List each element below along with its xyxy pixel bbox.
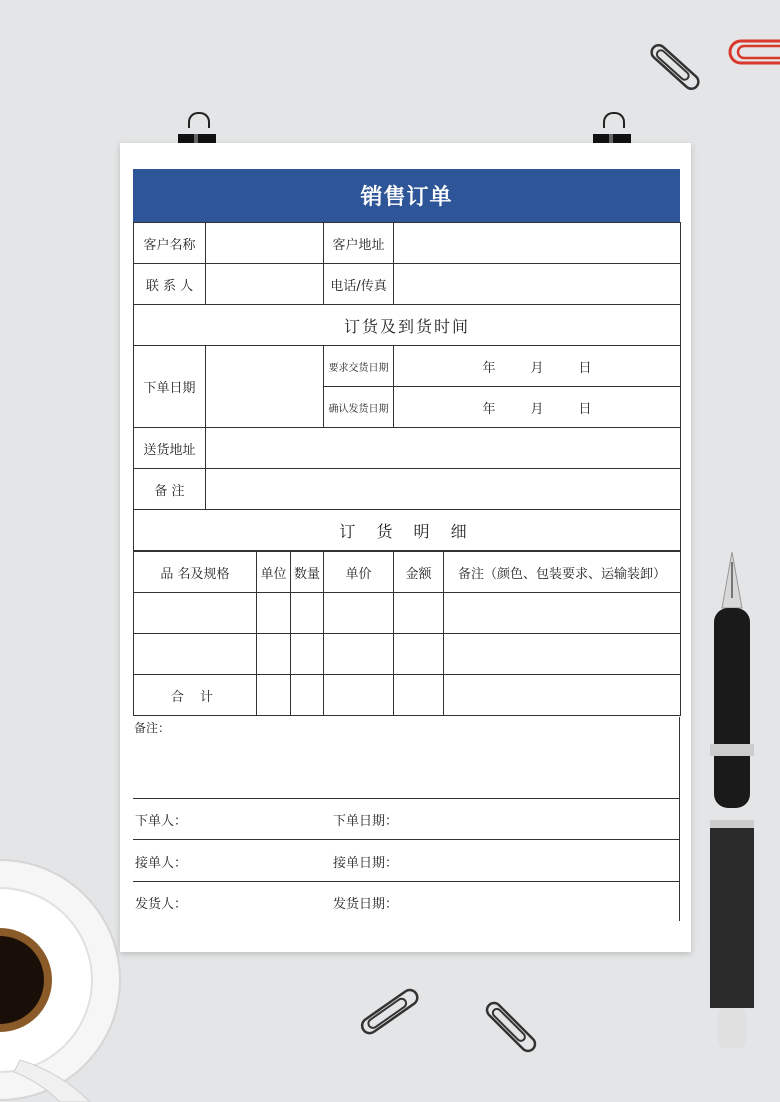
column-header-unit: 单位 [257, 552, 291, 593]
month-label: 月 [530, 401, 544, 417]
delivery-address-field[interactable] [206, 428, 681, 469]
day-label: 日 [578, 401, 592, 417]
coffee-cup-icon [0, 810, 125, 1102]
order-time-section-title: 订货及到货时间 [134, 305, 681, 346]
unit-cell[interactable] [257, 675, 291, 716]
product-cell[interactable] [134, 593, 257, 634]
orderer-label: 下单人： [135, 814, 188, 829]
column-header-quantity: 数量 [291, 552, 324, 593]
delivery-address-label: 送货地址 [134, 428, 206, 469]
receive-date-label: 接单日期： [333, 856, 399, 871]
customer-name-field[interactable] [206, 223, 324, 264]
clip-handle [188, 112, 210, 128]
column-header-notes: 备注（颜色、包装要求、运输装卸） [444, 552, 681, 593]
sales-order-form [133, 169, 680, 716]
order-date-field[interactable] [206, 346, 324, 428]
receiver-row [133, 841, 680, 882]
unit-price-cell[interactable] [324, 593, 394, 634]
column-header-unit-price: 单价 [324, 552, 394, 593]
quantity-cell[interactable] [291, 634, 324, 675]
quantity-cell[interactable] [291, 675, 324, 716]
notes-cell[interactable] [444, 593, 681, 634]
orderer-row [133, 799, 680, 840]
table-row [134, 634, 681, 675]
remarks-label: 备 注 [134, 469, 206, 510]
order-info-table [133, 222, 681, 551]
phone-fax-field[interactable] [394, 264, 681, 305]
order-date-label: 下单日期 [134, 346, 206, 428]
total-row [134, 675, 681, 716]
unit-cell[interactable] [257, 634, 291, 675]
unit-price-cell[interactable] [324, 675, 394, 716]
year-label: 年 [482, 360, 496, 376]
day-label: 日 [578, 360, 592, 376]
table-row [134, 593, 681, 634]
shipper-label: 发货人： [135, 897, 188, 912]
notes-cell[interactable] [444, 634, 681, 675]
red-paperclip-icon [728, 38, 780, 68]
detail-section-title: 订 货 明 细 [134, 510, 681, 551]
notes-area[interactable] [133, 758, 680, 799]
contact-label: 联 系 人 [134, 264, 206, 305]
required-delivery-field[interactable] [394, 346, 681, 387]
paperclip-icon [640, 34, 710, 100]
form-title: 销售订单 [133, 169, 680, 222]
notes-cell[interactable] [444, 675, 681, 716]
quantity-cell[interactable] [291, 593, 324, 634]
total-label: 合 计 [134, 675, 257, 716]
clip-handle [603, 112, 625, 128]
customer-address-label: 客户地址 [324, 223, 394, 264]
year-label: 年 [482, 401, 496, 417]
contact-field[interactable] [206, 264, 324, 305]
paperclip-icon [352, 982, 428, 1042]
amount-cell[interactable] [394, 675, 444, 716]
required-delivery-label: 要求交货日期 [324, 346, 394, 387]
ship-date-label: 发货日期： [333, 897, 399, 912]
paperclip-icon [476, 994, 546, 1060]
product-cell[interactable] [134, 634, 257, 675]
confirmed-ship-field[interactable] [394, 387, 681, 428]
column-header-amount: 金额 [394, 552, 444, 593]
receiver-label: 接单人： [135, 856, 188, 871]
remarks-field[interactable] [206, 469, 681, 510]
month-label: 月 [530, 360, 544, 376]
shipper-row [133, 882, 680, 922]
column-header-product: 品 名及规格 [134, 552, 257, 593]
amount-cell[interactable] [394, 634, 444, 675]
customer-address-field[interactable] [394, 223, 681, 264]
notes-label: 备注： [134, 721, 171, 735]
confirmed-ship-label: 确认发货日期 [324, 387, 394, 428]
customer-name-label: 客户名称 [134, 223, 206, 264]
unit-cell[interactable] [257, 593, 291, 634]
unit-price-cell[interactable] [324, 634, 394, 675]
phone-fax-label: 电话/传真 [324, 264, 394, 305]
order-detail-table [133, 551, 681, 716]
fountain-pen-icon [700, 548, 764, 1058]
order-date2-label: 下单日期： [333, 814, 399, 829]
amount-cell[interactable] [394, 593, 444, 634]
